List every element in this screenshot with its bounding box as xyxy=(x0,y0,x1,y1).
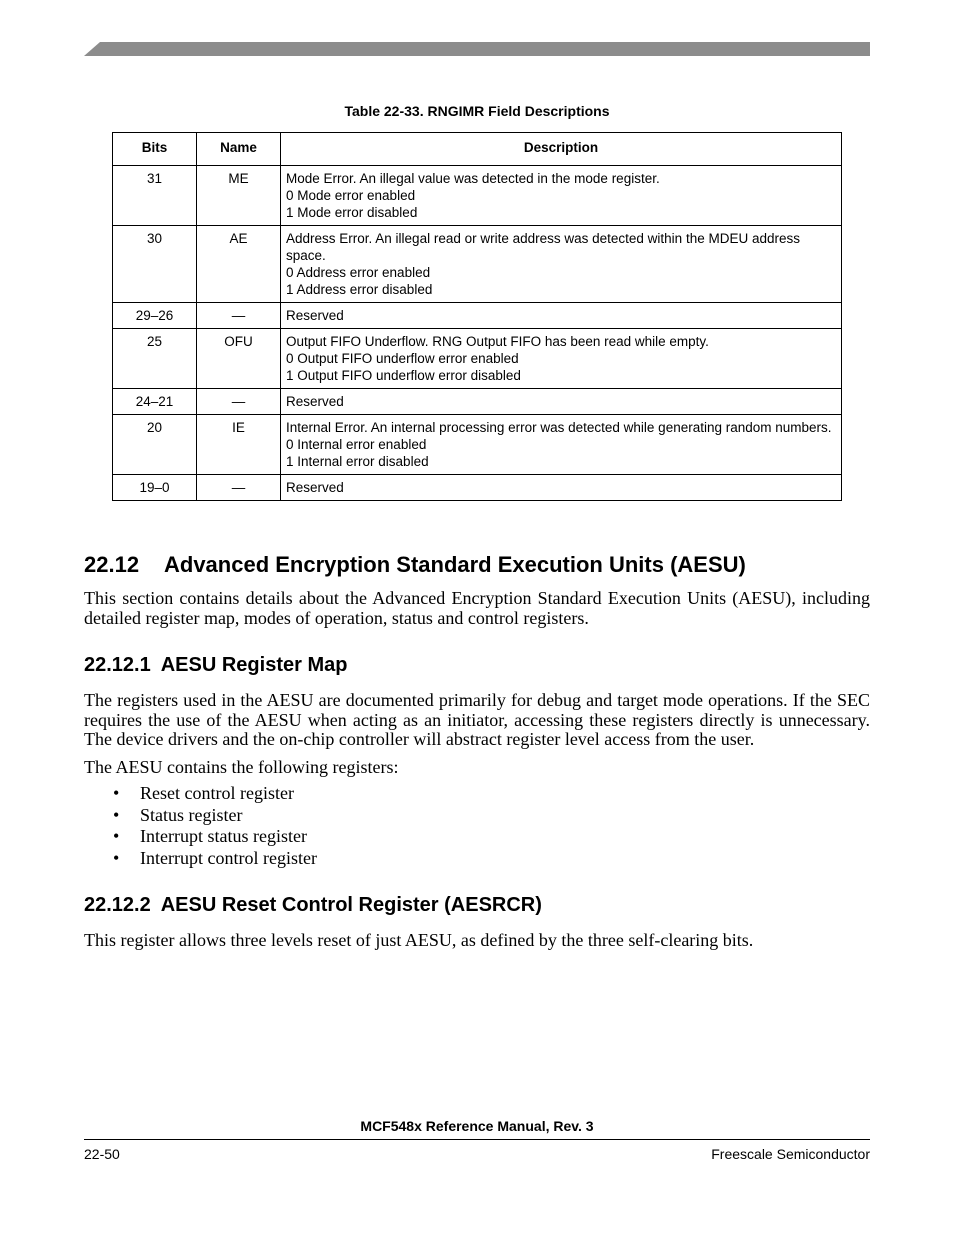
cell-bits: 30 xyxy=(113,226,197,303)
cell-description xyxy=(281,226,842,303)
description-line: 1 Output FIFO underflow error disabled xyxy=(286,368,521,383)
list-item xyxy=(84,783,317,805)
column-header-description: Description xyxy=(281,133,842,166)
description-line: 1 Mode error disabled xyxy=(286,205,418,220)
subsection-heading-reset-control xyxy=(84,894,542,917)
bullet-icon: • xyxy=(113,847,120,868)
list-item-text: Status register xyxy=(140,804,243,825)
description-line: 0 Mode error enabled xyxy=(286,188,416,203)
column-header-name: Name xyxy=(197,133,281,166)
bullet-icon: • xyxy=(113,783,120,803)
description-line: 0 Output FIFO underflow error enabled xyxy=(286,351,519,366)
cell-bits: 25 xyxy=(113,329,197,389)
cell-bits: 24–21 xyxy=(113,389,197,415)
cell-description xyxy=(281,303,842,329)
description-line: Reserved xyxy=(286,480,344,495)
description-line: 1 Address error disabled xyxy=(286,282,433,297)
table-header-row xyxy=(113,133,842,166)
table-caption: Table 22-33. RNGIMR Field Descriptions xyxy=(344,103,610,119)
cell-name: — xyxy=(197,389,281,415)
field-descriptions-table xyxy=(112,132,842,501)
cell-description xyxy=(281,475,842,501)
section-heading xyxy=(84,552,746,578)
cell-bits: 31 xyxy=(113,166,197,226)
description-line: Reserved xyxy=(286,394,344,409)
register-map-paragraph: The registers used in the AESU are documented primarily for debug and target mode operations. If the SEC requires the use of the AESU when acting as an initiator, accessing these registers directly is unnecessary. The device drivers and the on-chip controller will abstract register level access from the user. xyxy=(84,690,870,749)
bullet-icon: • xyxy=(113,826,120,846)
table-body xyxy=(113,166,842,501)
table-row xyxy=(113,389,842,415)
cell-name: IE xyxy=(197,415,281,475)
description-line: Reserved xyxy=(286,308,344,323)
subsection-title: AESU Reset Control Register (AESRCR) xyxy=(160,894,542,916)
description-line: 0 Internal error enabled xyxy=(286,437,427,452)
cell-name: AE xyxy=(197,226,281,303)
table-row xyxy=(113,166,842,226)
list-item-text: Interrupt status register xyxy=(140,826,307,846)
cell-description xyxy=(281,415,842,475)
section-intro-paragraph: This section contains details about the Advanced Encryption Standard Execution Units (AESU), including detailed register map, modes of operation, status and control registers. xyxy=(84,588,870,628)
section-title: Advanced Encryption Standard Execution Units (AESU) xyxy=(164,552,746,577)
section-number: 22.12 xyxy=(84,552,140,577)
page-number: 22-50 xyxy=(84,1146,120,1162)
cell-bits: 19–0 xyxy=(113,475,197,501)
column-header-bits: Bits xyxy=(113,133,197,166)
bullet-icon: • xyxy=(113,804,120,825)
cell-description xyxy=(281,389,842,415)
footer-title: MCF548x Reference Manual, Rev. 3 xyxy=(360,1118,594,1134)
table-row xyxy=(113,303,842,329)
subsection-number: 22.12.1 xyxy=(84,654,151,676)
description-line: 1 Internal error disabled xyxy=(286,454,429,469)
registers-intro-paragraph: The AESU contains the following registers: xyxy=(84,757,399,777)
list-item-text: Interrupt control register xyxy=(140,847,317,868)
reset-control-paragraph: This register allows three levels reset of just AESU, as defined by the three self-clearing bits. xyxy=(84,930,754,950)
cell-description xyxy=(281,166,842,226)
list-item xyxy=(84,848,317,870)
list-item xyxy=(84,805,317,827)
cell-bits: 29–26 xyxy=(113,303,197,329)
description-line: Address Error. An illegal read or write address was detected within the MDEU address space. xyxy=(286,231,800,263)
table-row xyxy=(113,226,842,303)
header-bar xyxy=(84,42,870,56)
table-row xyxy=(113,329,842,389)
cell-name: — xyxy=(197,303,281,329)
table-row xyxy=(113,475,842,501)
description-line: Output FIFO Underflow. RNG Output FIFO has been read while empty. xyxy=(286,334,709,349)
description-line: Mode Error. An illegal value was detected in the mode register. xyxy=(286,171,660,186)
cell-bits: 20 xyxy=(113,415,197,475)
cell-description xyxy=(281,329,842,389)
description-line: 0 Address error enabled xyxy=(286,265,431,280)
subsection-title: AESU Register Map xyxy=(160,654,348,676)
subsection-heading-register-map xyxy=(84,654,347,677)
cell-name: OFU xyxy=(197,329,281,389)
list-item-text: Reset control register xyxy=(140,783,294,803)
subsection-number: 22.12.2 xyxy=(84,894,151,916)
footer-divider xyxy=(84,1139,870,1140)
register-list xyxy=(84,783,317,869)
cell-name: ME xyxy=(197,166,281,226)
table-row xyxy=(113,415,842,475)
list-item xyxy=(84,826,317,848)
cell-name: — xyxy=(197,475,281,501)
footer-company: Freescale Semiconductor xyxy=(711,1146,870,1162)
description-line: Internal Error. An internal processing error was detected while generating random numbers. xyxy=(286,420,832,435)
